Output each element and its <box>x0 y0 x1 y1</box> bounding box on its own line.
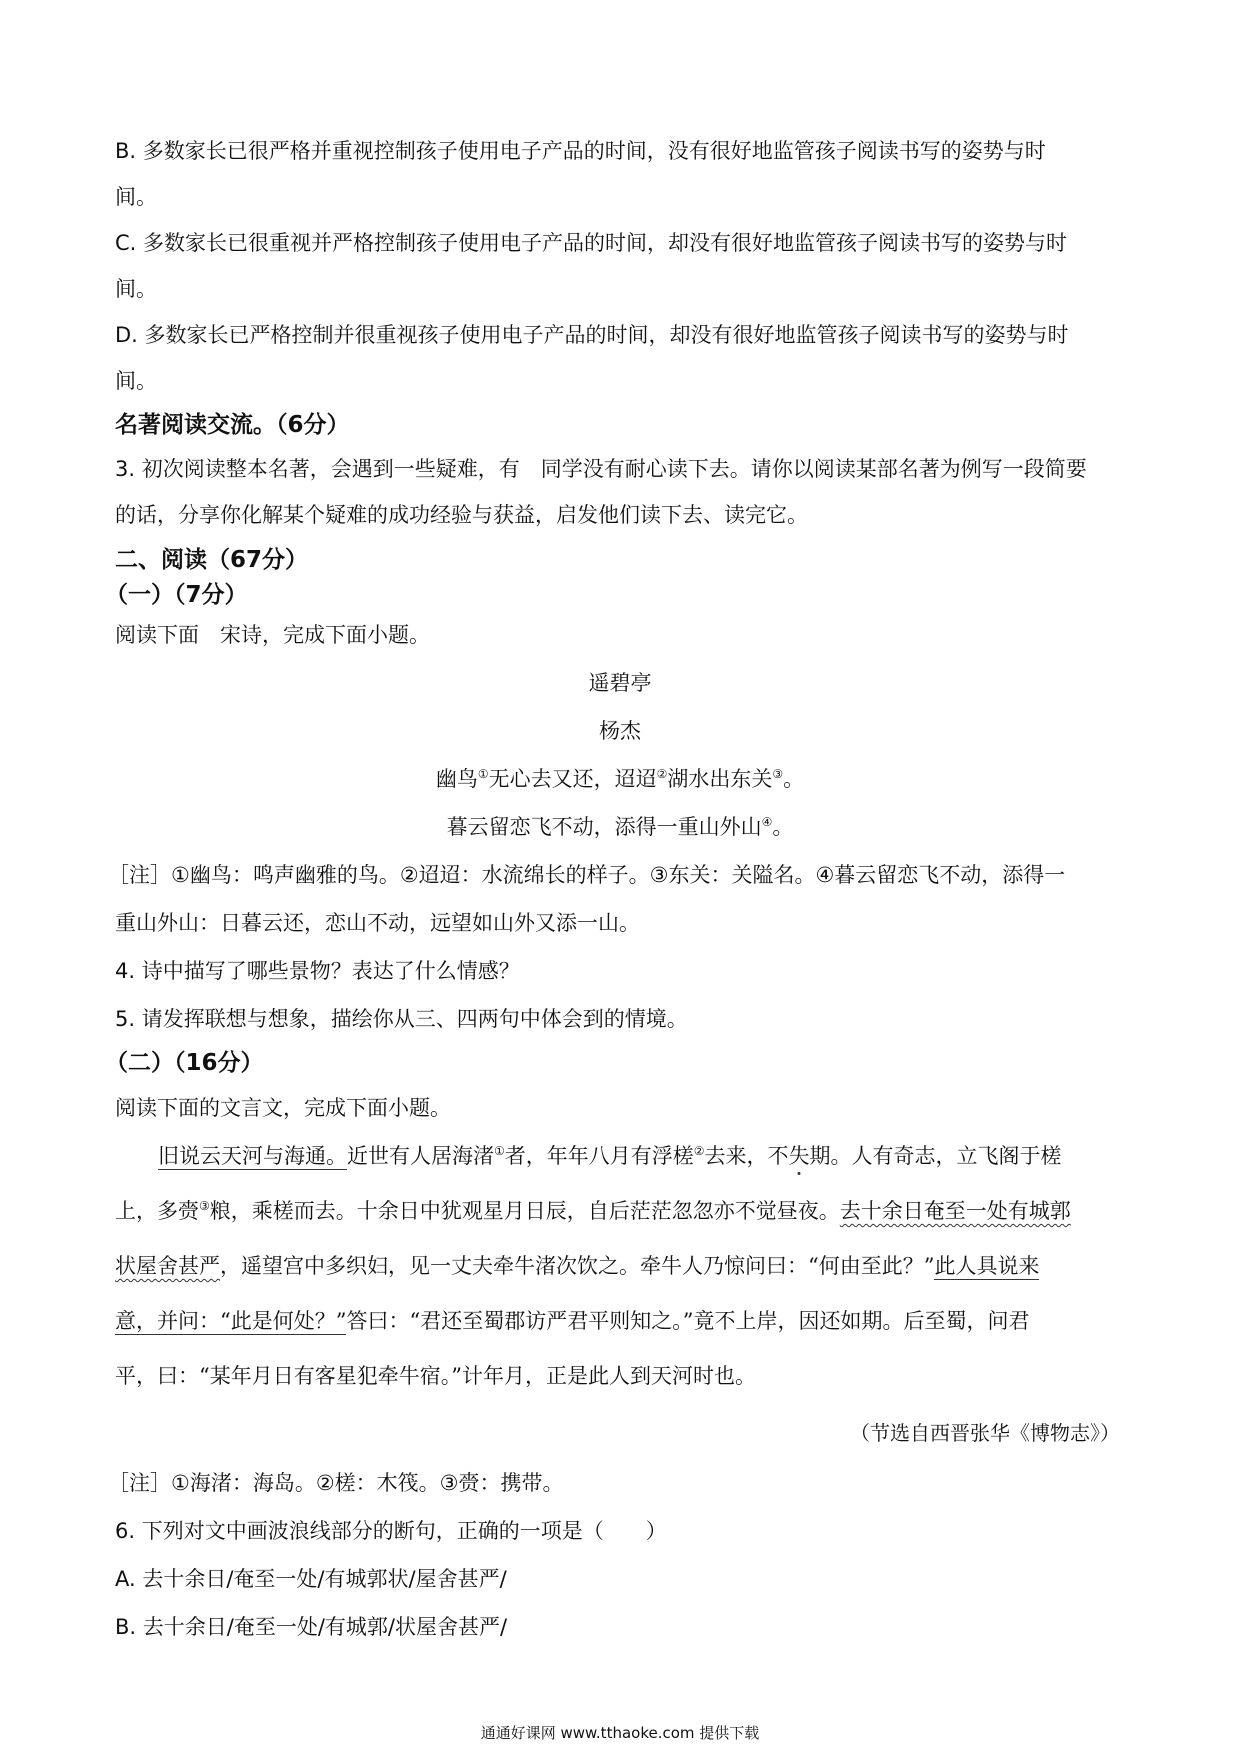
underlined-phrase: 意，并问：“此是何处？” <box>115 1309 347 1333</box>
q2-option-d-line1: D. 多数家长已严格控制并很重视孩子使用电子产品的时间，却没有很好地监管孩子阅读书写的姿势与时 <box>115 323 1069 347</box>
reading-heading: 二、阅读（67分） <box>115 547 309 573</box>
q2-option-d-line2: 间。 <box>115 369 157 393</box>
poem-line2: 暮云留恋飞不动，添得一重山外山④。 <box>446 815 794 839</box>
q2-option-b-line2: 间。 <box>115 185 157 209</box>
wavy-underlined-phrase: 状屋舍甚严 <box>115 1254 220 1278</box>
prose-notes: ［注］①海渚：海岛。②槎：木筏。③赍：携带。 <box>108 1471 564 1495</box>
classics-heading: 名著阅读交流。（6分） <box>115 412 350 438</box>
q2-option-b-line1: B. 多数家长已很严格并重视控制孩子使用电子产品的时间，没有很好地监管孩子阅读书写的姿势与时 <box>115 139 1046 163</box>
question-6-stem: 6. 下列对文中画波浪线部分的断句，正确的一项是（ ） <box>115 1519 667 1543</box>
underlined-phrase: 旧说云天河与海通。 <box>158 1144 347 1168</box>
part2-heading: （二）（16分） <box>105 1050 264 1076</box>
question-4: 4. 诗中描写了哪些景物？表达了什么情感？ <box>115 959 520 983</box>
poem-title: 遥碧亭 <box>588 671 652 695</box>
footer-credit: 通通好课网 www.tthaoke.com 提供下载 <box>480 1724 760 1742</box>
poem-notes-line2: 重山外山：日暮云还，恋山不动，远望如山外又添一山。 <box>115 911 640 935</box>
wavy-underlined-phrase: 去十余日奄至一处有城郭 <box>839 1199 1071 1223</box>
question-5: 5. 请发挥联想与想象，描绘你从三、四两句中体会到的情境。 <box>115 1007 688 1031</box>
underlined-phrase: 此人具说来 <box>934 1254 1040 1278</box>
prose-line5: 平，曰：“某年月日有客星犯牵牛宿。”计年月，正是此人到天河时也。 <box>115 1364 756 1388</box>
question-6-option-a: A. 去十余日/奄至一处/有城郭状/屋舍甚严/ <box>115 1567 507 1591</box>
dotted-char: 失 <box>788 1144 810 1168</box>
q3-line1: 3. 初次阅读整本名著，会遇到一些疑难，有 同学没有耐心读下去。请你以阅读某部名著为例写一段简要 <box>115 457 1087 481</box>
part1-heading: （一）（7分） <box>105 582 248 608</box>
prose-source: （节选自西晋张华《博物志》） <box>850 1421 1120 1445</box>
q2-option-c-line1: C. 多数家长已很重视并严格控制孩子使用电子产品的时间，却没有很好地监管孩子阅读书写的姿势与时 <box>115 231 1068 255</box>
poem-line1: 幽鸟①无心去又还，迢迢②湖水出东关③。 <box>435 767 805 791</box>
prose-line4: 意，并问：“此是何处？”答曰：“君还至蜀郡访严君平则知之。”竟不上岸，因还如期。后至蜀，问君 <box>115 1309 1030 1333</box>
poem-author: 杨杰 <box>599 719 641 743</box>
q3-line2: 的话，分享你化解某个疑难的成功经验与获益，启发他们读下去、读完它。 <box>115 503 808 527</box>
part1-intro: 阅读下面 宋诗，完成下面小题。 <box>115 623 430 647</box>
prose-line1: 旧说云天河与海通。近世有人居海渚①者，年年八月有浮槎②去来，不失期。人有奇志，立飞阁于槎 <box>158 1144 1062 1168</box>
question-6-option-b: B. 去十余日/奄至一处/有城郭/状屋舍甚严/ <box>115 1615 508 1639</box>
prose-line3: 状屋舍甚严，遥望宫中多织妇，见一丈夫牵牛渚次饮之。牵牛人乃惊问曰：“何由至此？”此人具说来 <box>115 1254 1040 1278</box>
q2-option-c-line2: 间。 <box>115 277 157 301</box>
part2-intro: 阅读下面的文言文，完成下面小题。 <box>115 1096 451 1120</box>
poem-notes-line1: ［注］①幽鸟：鸣声幽雅的鸟。②迢迢：水流绵长的样子。③东关：关隘名。④暮云留恋飞不动，添得一 <box>108 863 1066 887</box>
prose-line2: 上，多赍③粮，乘槎而去。十余日中犹观星月日辰，自后茫茫忽忽亦不觉昼夜。去十余日奄至一处有城郭 <box>115 1199 1071 1223</box>
